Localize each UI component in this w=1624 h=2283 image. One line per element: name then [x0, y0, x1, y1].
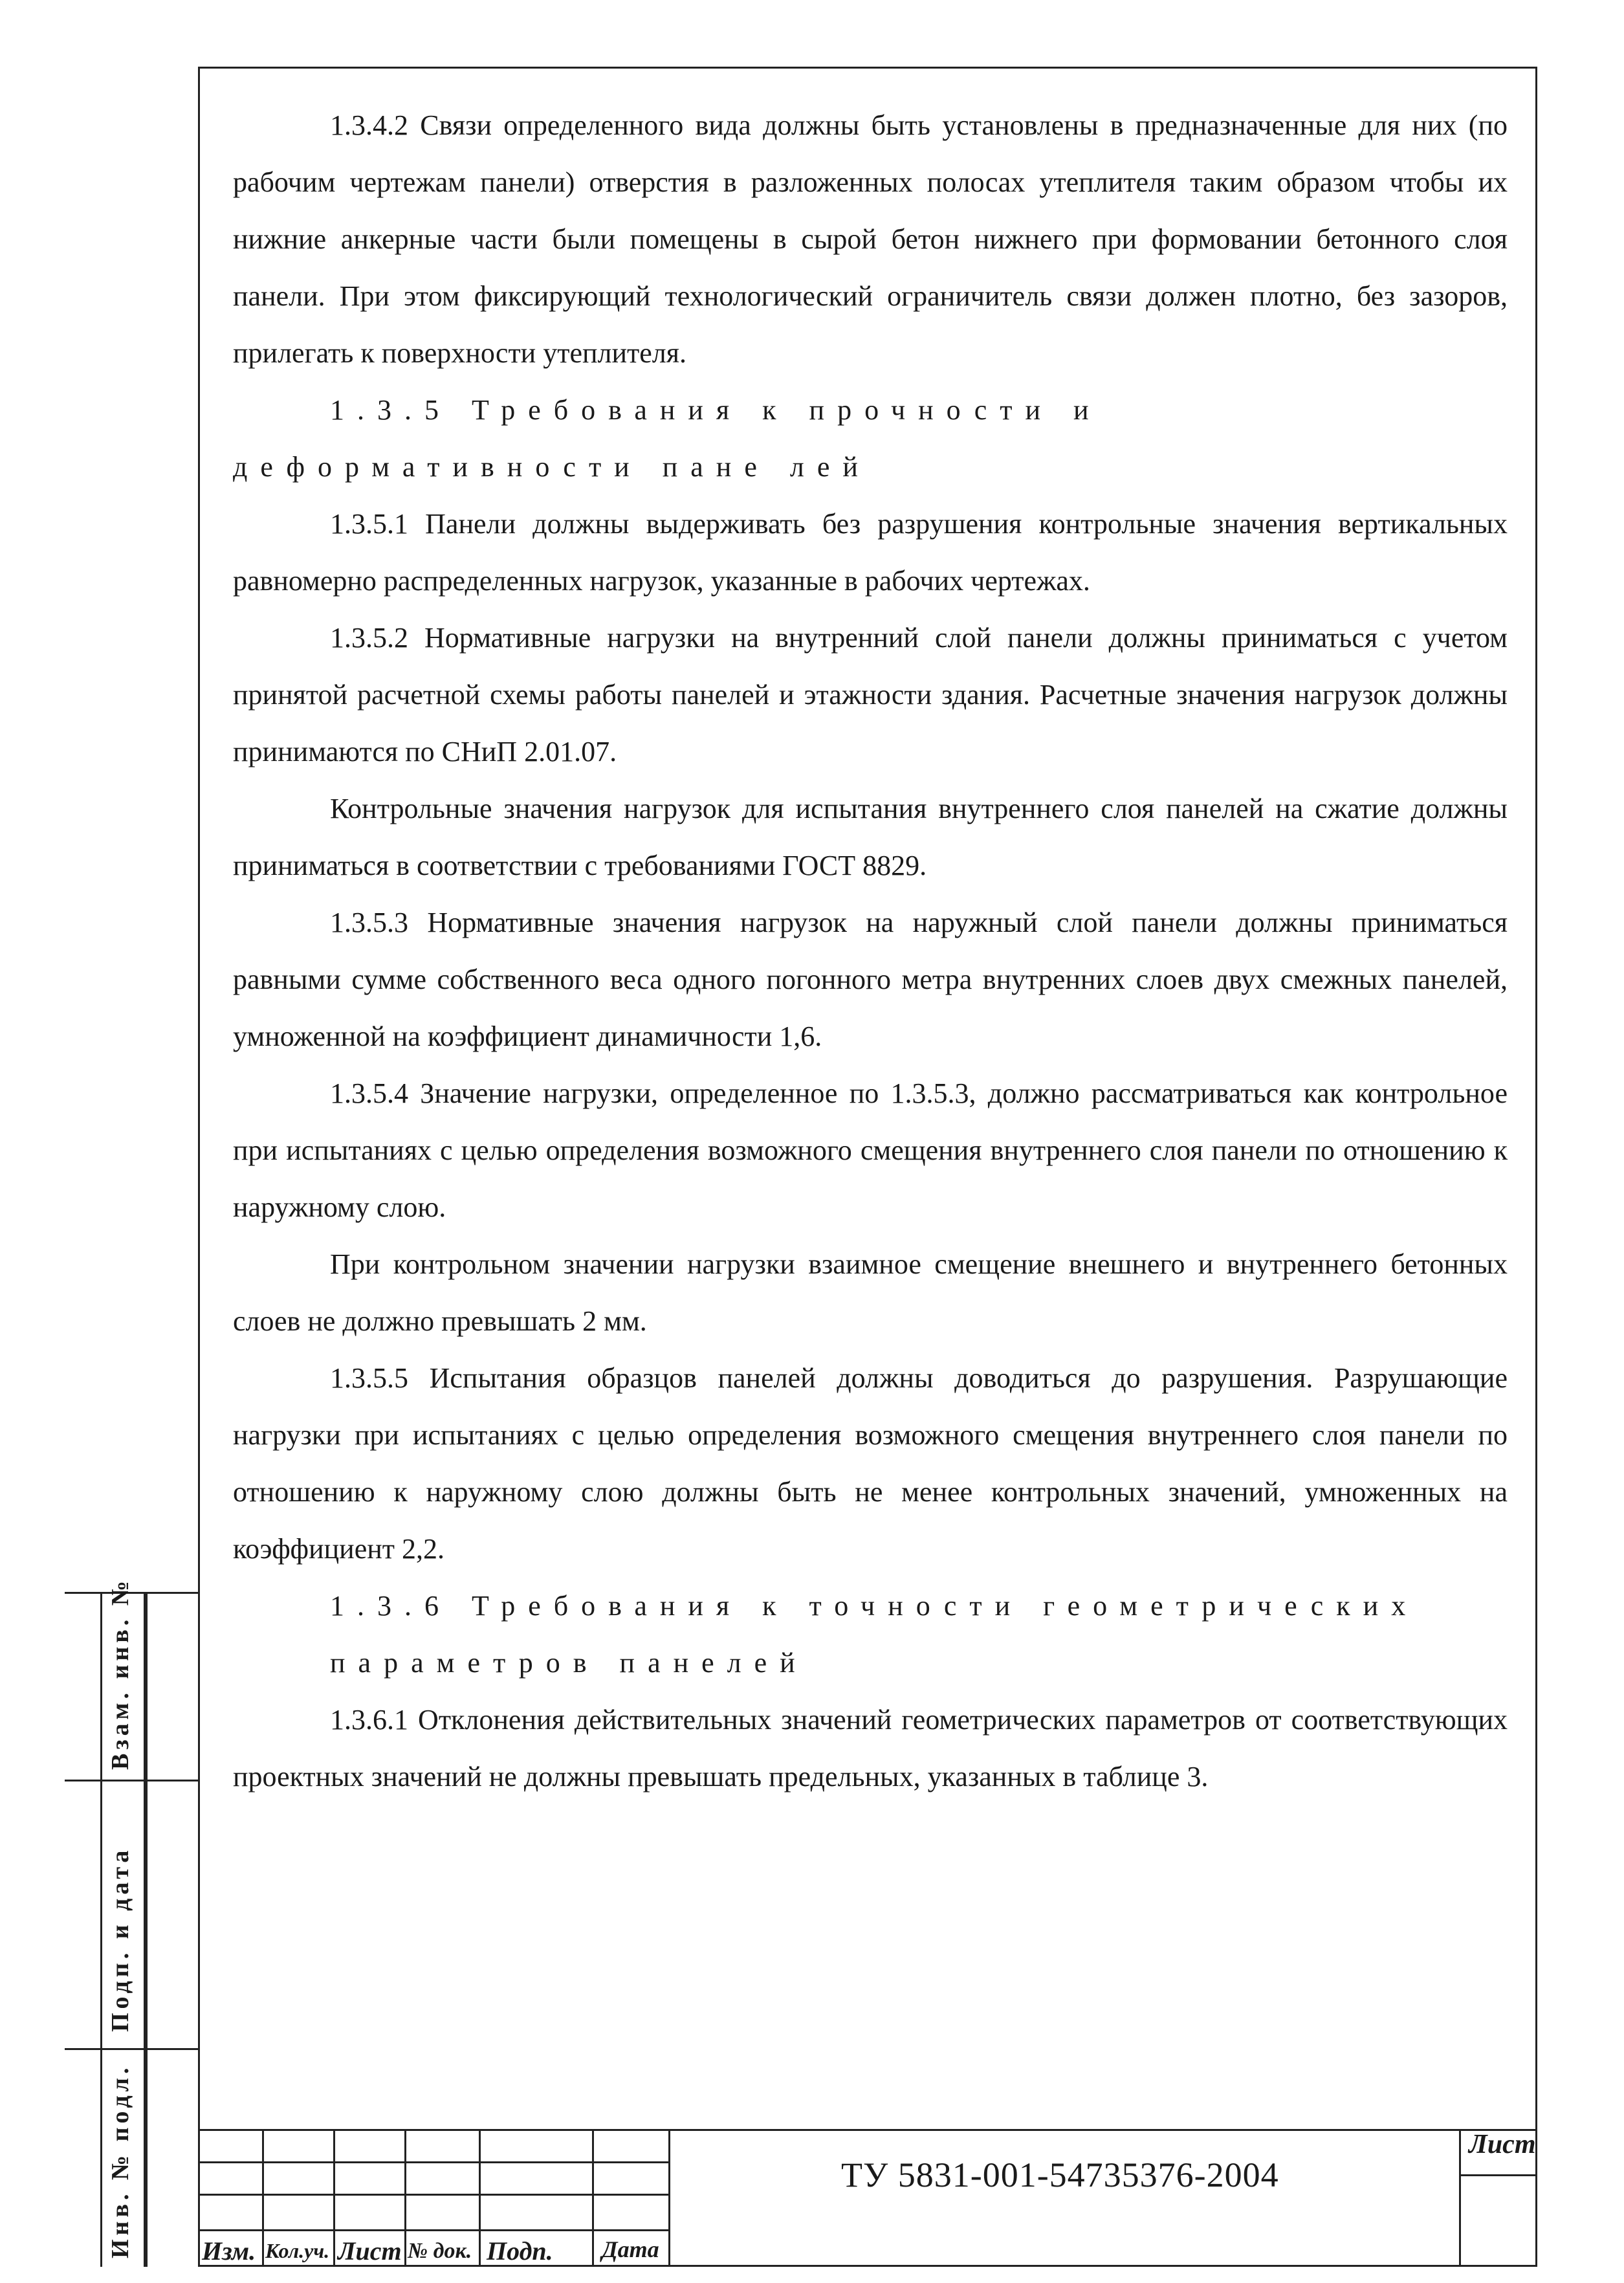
tb-vline-5: [592, 2129, 594, 2267]
side-label-sign-date: Подп. и дата: [107, 1846, 134, 2032]
col-kol-uch: Кол.уч.: [265, 2239, 330, 2262]
tb-hline-top: [198, 2129, 1537, 2131]
side-divider-2: [65, 2048, 198, 2050]
paragraph-displacement: При контрольном значении нагрузки взаимное смещение внешнего и внутреннего бетонных слоев не должно превышать 2 мм.: [233, 1248, 1508, 1337]
tb-vline-2: [333, 2129, 335, 2267]
paragraph-1-3-5-5: 1.3.5.5 Испытания образцов панелей должны доводиться до разрушения. Разрушающие нагрузки при испытаниях с целью определения возможного смещения внутреннего слоя панели по отношению к наружному слою должны быть не менее контрольных значений, умноженных на коэффициент 2,2.: [233, 1362, 1508, 1565]
col-list: Лист: [338, 2236, 402, 2266]
tb-vline-1: [262, 2129, 264, 2267]
side-vline-inner: [146, 1592, 148, 2267]
paragraph-1-3-5-3: 1.3.5.3 Нормативные значения нагрузок на наружный слой панели должны приниматься равными сумме собственного веса одного погонного метра внутренних слоев двух смежных панелей, умноженной на коэффициент динамичности 1,6.: [233, 907, 1508, 1052]
col-n-dok: № док.: [408, 2239, 472, 2263]
paragraph-1-3-5-4: 1.3.5.4 Значение нагрузки, определенное по 1.3.5.3, должно рассматриваться как контрольное при испытаниях с целью определения возможного смещения внутреннего слоя панели по отношению к наружному слою.: [233, 1077, 1508, 1223]
paragraph-control-values: Контрольные значения нагрузок для испытания внутреннего слоя панелей на сжатие должны приниматься в соответствии с требованиями ГОСТ 8829.: [233, 793, 1508, 881]
tb-vline-6: [668, 2129, 670, 2267]
side-vline-outer: [100, 1592, 102, 2267]
paragraph-1-3-5-2: 1.3.5.2 Нормативные нагрузки на внутренний слой панели должны приниматься с учетом принятой расчетной схемы работы панелей и этажности здания. Расчетные значения нагрузок должны принимаются по СНиП 2.01.07.: [233, 622, 1508, 767]
tb-hline-3: [198, 2229, 670, 2231]
side-label-inv-replace: Взам. инв. №: [107, 1577, 134, 1770]
tb-hline-sheet: [1459, 2174, 1537, 2176]
side-divider-1: [65, 1780, 198, 1781]
col-izm: Изм.: [202, 2236, 256, 2266]
tb-hline-2: [198, 2194, 670, 2196]
col-podp: Подп.: [487, 2236, 553, 2266]
paragraph-1-3-6-1: 1.3.6.1 Отклонения действительных значений геометрических параметров от соответствующих проектных значений не должны превышать предельных, указанных в таблице 3.: [233, 1704, 1508, 1792]
heading-1-3-6: 1.3.6 Требования к точности геометрических: [330, 1590, 1419, 1622]
document-body: [233, 97, 1508, 1805]
col-data: Дата: [602, 2236, 659, 2262]
tb-vline-4: [479, 2129, 481, 2267]
tb-hline-1: [198, 2161, 670, 2163]
paragraph-1-3-4-2: 1.3.4.2 Связи определенного вида должны быть установлены в предназначенные для них (по рабочим чертежам панели) отверстия в разложенных полосах утеплителя таким образом чтобы их нижние анкерные части были помещены в сырой бетон нижнего при формовании бетонного слоя панели. При этом фиксирующий технологический ограничитель связи должен плотно, без зазоров, прилегать к поверхности утеплителя.: [233, 109, 1508, 369]
tb-vline-3: [404, 2129, 406, 2267]
paragraph-1-3-5-1: 1.3.5.1 Панели должны выдерживать без разрушения контрольные значения вертикальных равномерно распределенных нагрузок, указанные в рабочих чертежах.: [233, 508, 1508, 597]
sheet-label: Лист: [1469, 2130, 1536, 2159]
heading-1-3-5: 1.3.5 Требования к прочности и деформативности пане лей: [233, 394, 1102, 483]
side-label-inv-orig: Инв. № подл.: [107, 2064, 134, 2258]
tb-vline-sheet: [1459, 2129, 1461, 2267]
heading-1-3-6-cont: параметров панелей: [330, 1647, 808, 1679]
document-code: ТУ 5831-001-54735376-2004: [841, 2156, 1279, 2194]
